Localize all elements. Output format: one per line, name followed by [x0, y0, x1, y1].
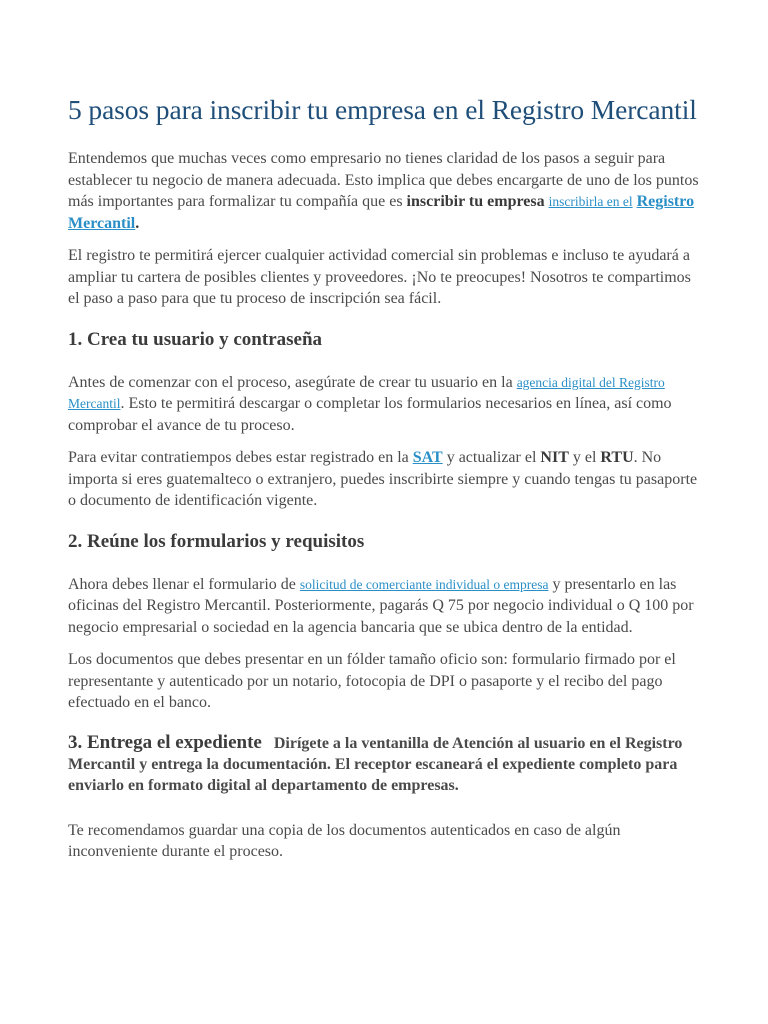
- step1-paragraph-1: [68, 372, 700, 437]
- step3-block: [68, 732, 700, 796]
- step1-p1-text-1: Antes de comenzar con el proceso, asegúrate de crear tu usuario en la: [68, 373, 517, 391]
- intro-bold-text: inscribir tu empresa: [406, 193, 545, 210]
- intro-text-1: Entendemos que muchas veces como empresario no tienes claridad de los pasos a seguir para establecer tu negocio de manera adecuada. Esto implica que debes encargarte de uno de los puntos más importantes para formalizar tu compañía que es: [68, 150, 699, 210]
- step2-paragraph-2: Los documentos que debes presentar en un fólder tamaño oficio son: formulario firmado por el representante y autenticado por un notario, fotocopia de DPI o pasaporte y el recibo del pago efectuado en el banco.: [68, 651, 676, 711]
- solicitud-link[interactable]: solicitud de comerciante individual o empresa: [299, 576, 549, 592]
- step3-heading: 3. Entrega el expediente: [68, 731, 262, 753]
- rtu-bold: RTU: [600, 449, 634, 466]
- step1-p1-text-2: . Esto te permitirá descargar o completar los formularios necesarios en línea, así como comprobar el avance de tu proceso.: [68, 395, 672, 434]
- page-title: 5 pasos para inscribir tu empresa en el Registro Mercantil: [68, 94, 697, 125]
- step2-paragraph-1: [68, 574, 700, 639]
- step2-p1-text-2: y presentarlo en las oficinas del Registro Mercantil. Posteriormente, pagarás Q 75 por negocio individual o Q 100 por negocio empresarial o sociedad en la agencia bancaria que se ubica dentro de la entidad.: [68, 575, 694, 636]
- intro-paragraph-1: [68, 148, 700, 234]
- step2-heading: 2. Reúne los formularios y requisitos: [68, 530, 365, 552]
- registro-mercantil-link[interactable]: Registro Mercantil: [68, 193, 695, 232]
- step1-paragraph-2: [68, 447, 700, 512]
- intro-paragraph-2: El registro te permitirá ejercer cualquier actividad comercial sin problemas e incluso te ayudará a ampliar tu cartera de posibles clientes y proveedores. ¡No te preocupes! Nosotros te compartimos el paso a paso para que tu proceso de inscripción sea fácil.: [68, 247, 691, 307]
- intro-link-small[interactable]: inscribirla en el: [548, 194, 633, 209]
- intro-period: .: [135, 214, 140, 232]
- agencia-digital-link[interactable]: agencia digital del Registro Mercantil: [68, 374, 665, 411]
- step1-heading: 1. Crea tu usuario y contraseña: [68, 328, 323, 350]
- sat-link[interactable]: SAT: [412, 449, 443, 466]
- nit-bold: NIT: [540, 449, 569, 466]
- step1-p2-text-3: y el: [568, 449, 601, 466]
- step1-p2-text-4: . No importa si eres guatemalteco o extranjero, puedes inscribirte siempre y cuando tengas tu pasaporte o documento de identificación vigente.: [68, 449, 698, 509]
- step3-bold-text: Dirígete a la ventanilla de Atención al usuario en el Registro Mercantil y entrega la documentación. El receptor escaneará el expediente completo para enviarlo en formato digital al departamento de empresas.: [68, 734, 683, 794]
- step1-p2-text-2: y actualizar el: [442, 449, 541, 466]
- step1-p2-text-1: Para evitar contratiempos debes estar registrado en la: [68, 449, 413, 466]
- step3-paragraph: Te recomendamos guardar una copia de los documentos autenticados en caso de algún inconveniente durante el proceso.: [68, 821, 621, 860]
- step2-p1-text-1: Ahora debes llenar el formulario de: [68, 575, 300, 593]
